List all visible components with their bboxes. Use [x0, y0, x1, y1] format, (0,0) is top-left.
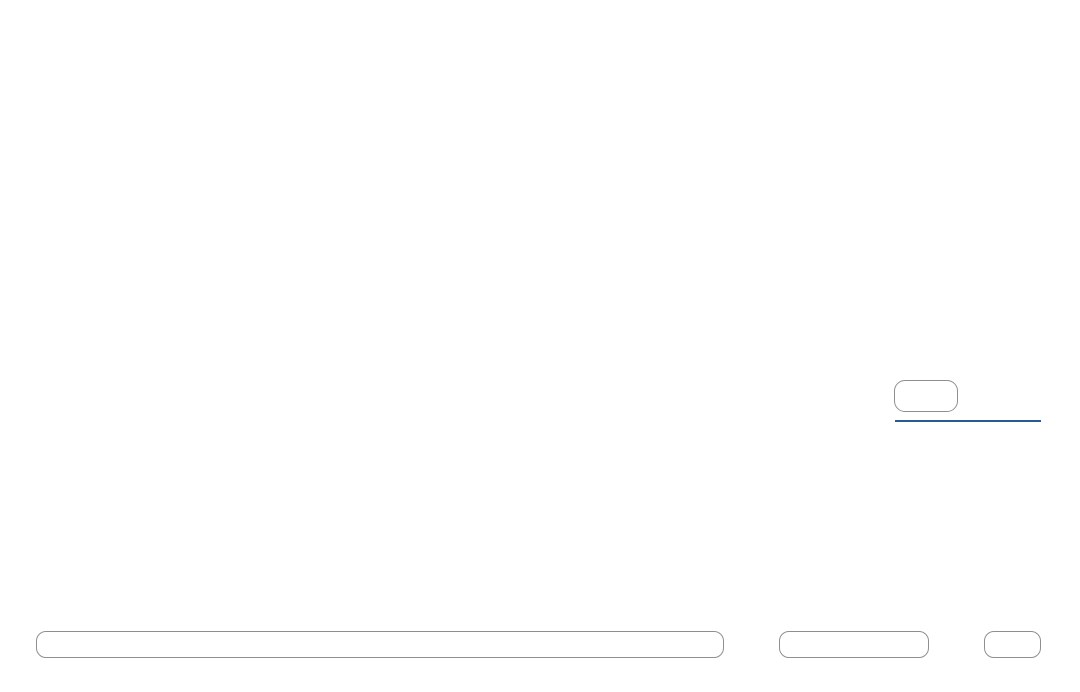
notes-field[interactable] — [36, 631, 724, 658]
month-field[interactable] — [779, 631, 929, 658]
sunday-header-rule — [895, 420, 1041, 422]
sunday-date-box[interactable] — [894, 380, 958, 412]
week-field[interactable] — [984, 631, 1041, 658]
